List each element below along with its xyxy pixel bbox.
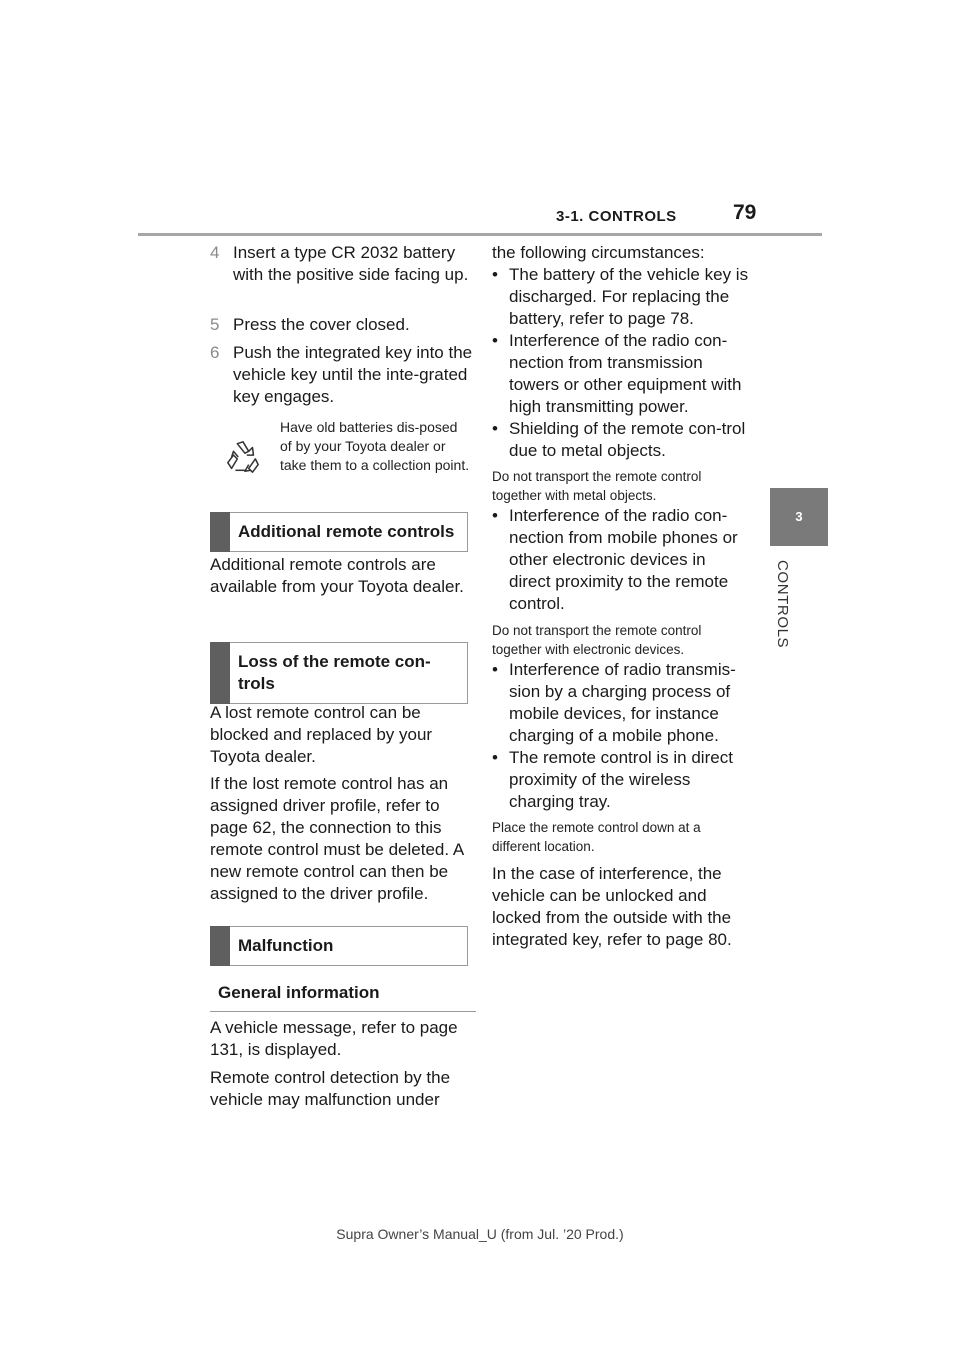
circumstances-intro: the following circumstances:: [492, 243, 705, 262]
chapter-label: [771, 560, 791, 660]
header-divider: [138, 233, 822, 236]
recycle-icon: [224, 438, 262, 476]
general-body-2: Remote control detection by the vehicle may malfunction under: [210, 1068, 451, 1109]
subheading-general-information: General information: [210, 983, 476, 1012]
heading-text: Additional remote controls: [238, 522, 455, 541]
loss-body-2: If the lost remote control has an assigned driver profile, refer to page 62, the connection to this remote control must be deleted. A new remote control can then be assigned to the driver profile.: [210, 774, 464, 903]
chapter-label-text: CONTROLS: [774, 560, 791, 649]
heading-loss-of-remote-controls: [210, 642, 468, 704]
footer: Supra Owner’s Manual_U (from Jul. ’20 Prod.): [336, 1226, 624, 1242]
heading-text: Loss of the remote con-trols: [238, 652, 431, 693]
heading-bar: [210, 926, 230, 966]
step-number: 6: [210, 343, 220, 362]
section-title: 3-1. CONTROLS: [556, 208, 677, 225]
general-body-1: A vehicle message, refer to page 131, is displayed.: [210, 1018, 458, 1059]
heading-malfunction: [210, 926, 468, 966]
note-different-location: Place the remote control down at a different location.: [492, 820, 701, 854]
step-number: 4: [210, 243, 220, 262]
heading-bar: [210, 512, 230, 552]
page-number: 79: [733, 201, 757, 224]
note-electronic-devices: Do not transport the remote control together with electronic devices.: [492, 623, 702, 657]
step-number: 5: [210, 315, 220, 334]
additional-body: Additional remote controls are available from your Toyota dealer.: [210, 555, 464, 596]
step-text: Push the integrated key into the vehicle key until the inte-grated key engages.: [233, 343, 473, 406]
heading-text: Malfunction: [238, 936, 334, 955]
note-metal-objects: Do not transport the remote control together with metal objects.: [492, 469, 702, 503]
step-text: Press the cover closed.: [233, 315, 410, 334]
recycle-note-text: Have old batteries dis-posed of by your Toyota dealer or take them to a collection point.: [280, 419, 470, 473]
loss-body-1: A lost remote control can be blocked and replaced by your Toyota dealer.: [210, 703, 433, 766]
heading-additional-remote-controls: [210, 512, 468, 552]
step-text: Insert a type CR 2032 battery with the positive side facing up.: [233, 243, 469, 284]
heading-bar: [210, 642, 230, 704]
closing-paragraph: In the case of interference, the vehicle can be unlocked and locked from the outside with the integrated key, refer to page 80.: [492, 864, 732, 949]
chapter-tab: 3: [770, 488, 828, 546]
